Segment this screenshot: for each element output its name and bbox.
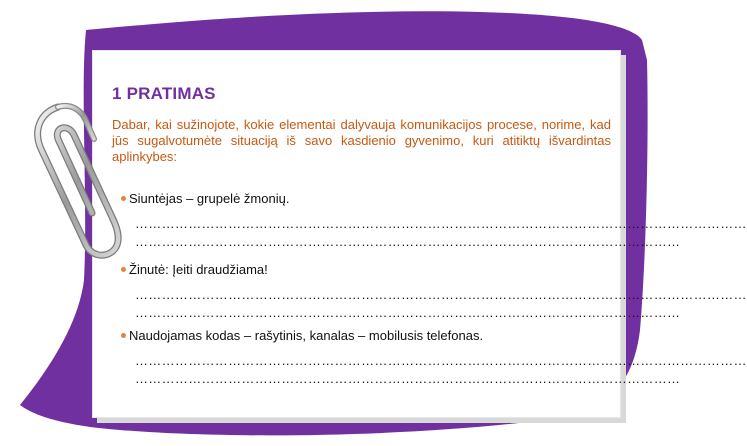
list-item	[121, 328, 747, 386]
list-item-text: Siuntėjas – grupelė žmonių.	[129, 191, 290, 206]
exercise-card	[92, 50, 747, 418]
list-item-text: Naudojamas kodas – rašytinis, kanalas – mobilusis telefonas.	[129, 328, 484, 343]
answer-line[interactable]: …………………………………………………………………………………………………………………………	[135, 353, 747, 368]
exercise-intro: Dabar, kai sužinojote, kokie elementai dalyvauja komunikacijos procese, norime, kad jūs sugalvotumėte situaciją iš savo kasdienio gyvenimo, kuri atitiktų išvardintas aplinkybes:	[112, 117, 611, 164]
list-item-text: Žinutė: Įeiti draudžiama!	[129, 262, 268, 277]
exercise-title-word: PRATIMAS	[126, 84, 216, 103]
list-item	[121, 262, 747, 320]
bullet-icon	[121, 333, 126, 338]
answer-line[interactable]: ……………………………………………………………………………………………………………	[135, 371, 681, 386]
list-item	[121, 191, 747, 249]
answer-line[interactable]: …………………………………………………………………………………………………………………………	[135, 216, 747, 231]
paperclip-icon	[20, 95, 130, 265]
exercise-number: 1	[112, 84, 122, 103]
bullet-icon	[121, 267, 126, 272]
answer-line[interactable]: ……………………………………………………………………………………………………………	[135, 234, 681, 249]
answer-line[interactable]: ……………………………………………………………………………………………………………	[135, 305, 681, 320]
answer-line[interactable]: …………………………………………………………………………………………………………………………	[135, 287, 747, 302]
